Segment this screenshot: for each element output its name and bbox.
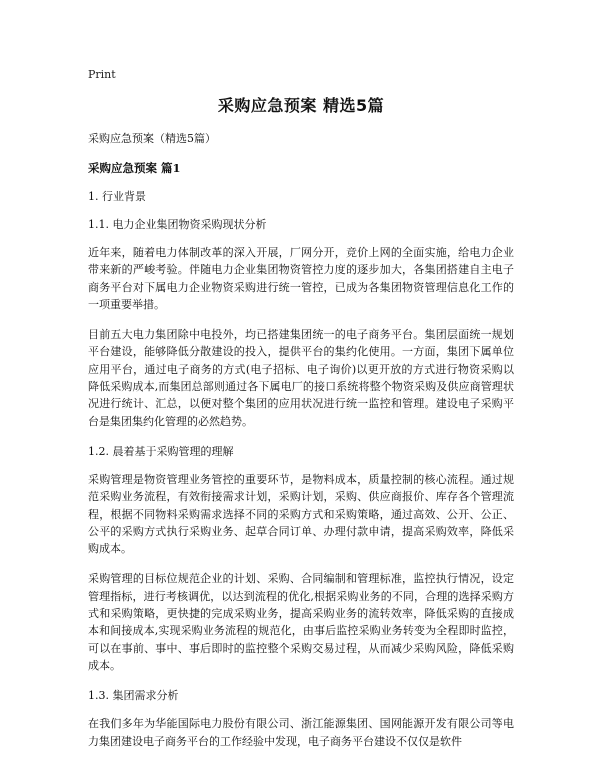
- print-label: Print: [88, 68, 116, 81]
- heading-industry-background: 1. 行业背景: [88, 190, 146, 203]
- heading-1-1: 1.1. 电力企业集团物资采购现状分析: [88, 218, 267, 231]
- heading-1-3: 1.3. 集团需求分析: [88, 689, 179, 703]
- document-title: 采购应急预案 精选5篇: [217, 96, 385, 115]
- document-page: [88, 68, 514, 763]
- paragraph: 采购管理是物资管理业务管控的重要环节，是物料成本，质量控制的核心流程。通过规范采购业务流程，有效衔接需求计划，采购计划，采购、供应商报价、库存各个管理流程，根据不同物料采购需求选择不同的采购方式和采购策略，通过高效、公开、公正、公平的采购方式执行采购业务、起草合同订单、办理付款申请，提高采购效率，降低采购成本。: [88, 472, 514, 556]
- paragraph: 目前五大电力集团除中电投外，均已搭建集团统一的电子商务平台。集团层面统一规划平台建设，能够降低分散建设的投入，提供平台的集约化使用。一方面，集团下属单位应用平台，通过电子商务的方式(电子招标、电子询价)以更开放的方式进行物资采购以降低采购成本,而集团总部则通过各下属电厂的接口系统将整个物资采购及供应商管理状况进行统计、汇总，以便对整个集团的应用状况进行统一监控和管理。建设电子采购平台是集团集约化管理的必然趋势。: [88, 328, 514, 428]
- paragraph: 采购管理的目标位规范企业的计划、采购、合同编制和管理标准，监控执行情况，设定管理指标，进行考核调优，以达到流程的优化,根据采购业务的不同，合理的选择采购方式和采购策略，更快捷的完成采购业务，提高采购业务的流转效率，降低采购的直接成本和间接成本,实现采购业务流程的规范化，由事后监控采购业务转变为全程即时监控，可以在事前、事中、事后即时的监控整个采购交易过程，从而减少采购风险，降低采购成本。: [88, 572, 514, 672]
- heading-1-2: 1.2. 晨着基于采购管理的理解: [88, 444, 234, 458]
- paragraph: 近年来，随着电力体制改革的深入开展，厂网分开，竞价上网的全面实施，给电力企业带来新的严峻考验。伴随电力企业集团物资管控力度的逐步加大，各集团搭建自主电子商务平台对下属电力企业物资采购进行统一管控，已成为各集团物资管理信息化工作的一项重要举措。: [88, 246, 514, 311]
- paragraph: 在我们多年为华能国际电力股份有限公司、浙江能源集团、国网能源开发有限公司等电力集团建设电子商务平台的工作经验中发现，电子商务平台建设不仅仅是软件: [88, 717, 514, 748]
- section-title: 采购应急预案 篇1: [88, 161, 181, 175]
- document-subtitle: 采购应急预案（精选5篇）: [88, 132, 216, 145]
